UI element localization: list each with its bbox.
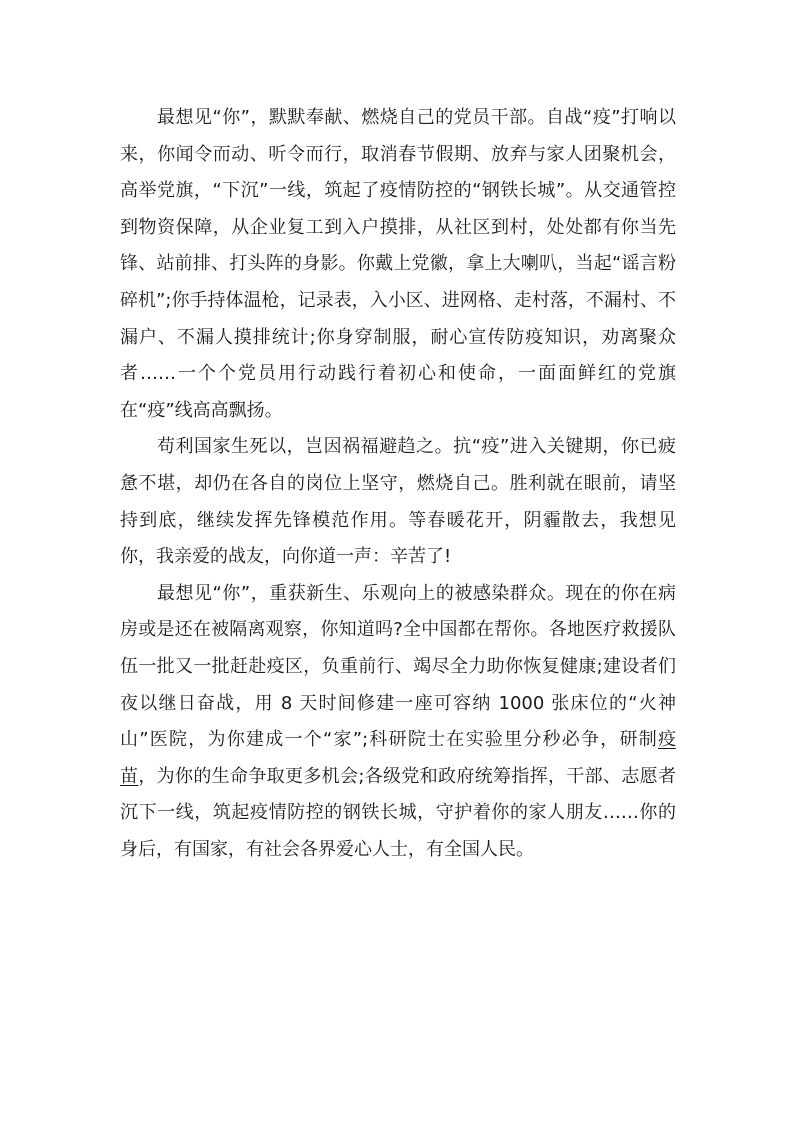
document-body: [120, 100, 676, 868]
paragraph-party-cadres: [120, 100, 676, 429]
underlined-link-vaccine[interactable]: 疫苗: [120, 729, 676, 787]
paragraph-infected-people: [120, 576, 676, 869]
paragraph-text: 最想见“你”，默默奉献、燃烧自己的党员干部。自战“疫”打响以来，你闻令而动、听令而行，取消春节假期、放弃与家人团聚机会，高举党旗，“下沉”一线，筑起了疫情防控的“钢铁长城”。从交通管控到物资保障，从企业复工到入户摸排，从社区到村，处处都有你当先锋、站前排、打头阵的身影。你戴上党徽，拿上大喇叭，当起“谣言粉碎机”;你手持体温枪，记录表，入小区、进网格、走村落，不漏村、不漏户、不漏人摸排统计;你身穿制服，耐心宣传防疫知识，劝离聚众者……一个个党员用行动践行着初心和使命，一面面鲜红的党旗在“疫”线高高飘扬。: [120, 107, 676, 421]
paragraph-comrades: [120, 429, 676, 575]
paragraph-text-after: ，为你的生命争取更多机会;各级党和政府统筹指挥，干部、志愿者沉下一线，筑起疫情防控的钢铁长城，守护着你的家人朋友……你的身后，有国家，有社会各界爱心人士，有全国人民。: [120, 765, 677, 860]
paragraph-text: 苟利国家生死以，岂因祸福避趋之。抗“疫”进入关键期，你已疲惫不堪，却仍在各自的岗位上坚守，燃烧自己。胜利就在眼前，请坚持到底，继续发挥先锋模范作用。等春暖花开，阴霾散去，我想见你，我亲爱的战友，向你道一声：辛苦了!: [120, 436, 676, 568]
paragraph-text-before: 最想见“你”，重获新生、乐观向上的被感染群众。现在的你在病房或是还在被隔离观察，你知道吗?全中国都在帮你。各地医疗救援队伍一批又一批赶赴疫区，负重前行、竭尽全力助你恢复健康;建设者们夜以继日奋战，用 8 天时间修建一座可容纳 1000 张床位的“火神山”医院，为你建成一个“家”;科研院士在实验里分秒必争，研制: [120, 582, 676, 751]
